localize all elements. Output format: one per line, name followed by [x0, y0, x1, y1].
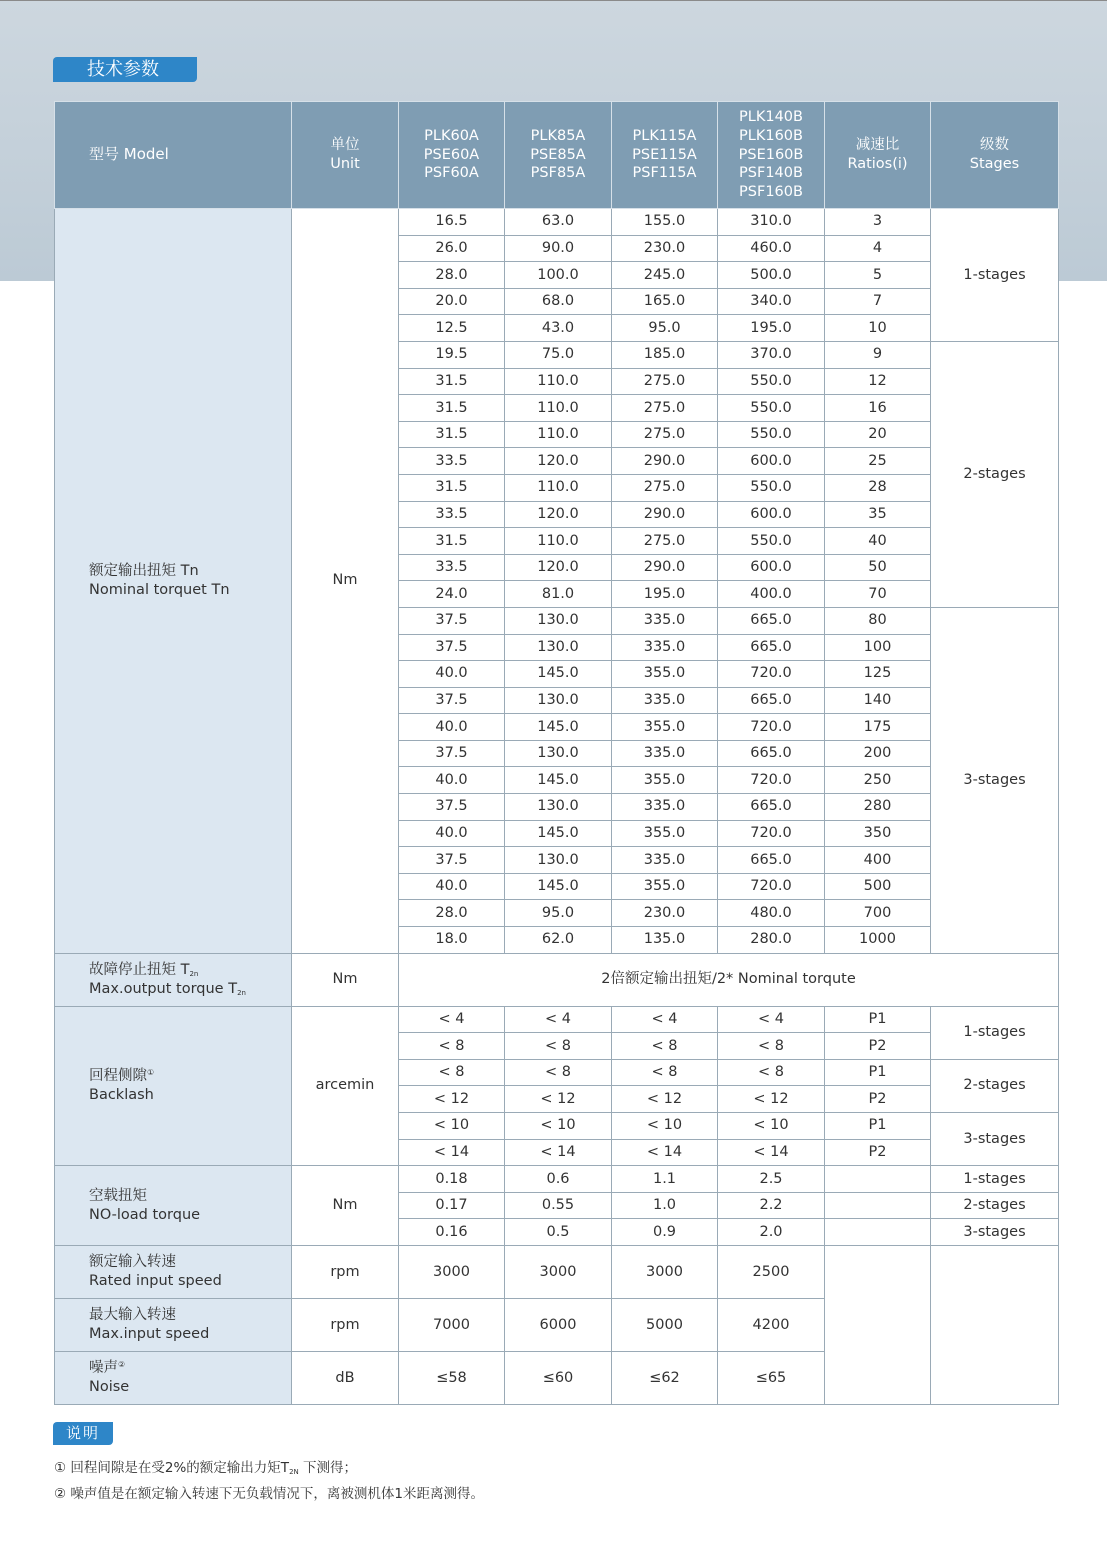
torque-cell: 335.0: [612, 634, 718, 661]
label-sub: 2n: [237, 988, 246, 997]
series-name: PSE115A: [632, 146, 697, 163]
noise-label: [55, 1351, 292, 1404]
rated-speed-cell: 3000: [612, 1245, 718, 1298]
label-cn: 回程侧隙: [89, 1068, 147, 1085]
header-unit-en: Unit: [330, 156, 360, 172]
torque-cell: 245.0: [612, 262, 718, 289]
stage-cell: 1-stages: [931, 1006, 1059, 1059]
ratio-cell: 25: [825, 448, 931, 475]
torque-cell: 110.0: [505, 474, 612, 501]
torque-cell: 33.5: [399, 501, 505, 528]
torque-cell: 33.5: [399, 448, 505, 475]
torque-cell: 155.0: [612, 209, 718, 236]
series-name: PLK60A: [424, 127, 479, 144]
noload-cell: 1.1: [612, 1166, 718, 1193]
ratio-cell: 4: [825, 235, 931, 262]
torque-cell: 355.0: [612, 820, 718, 847]
torque-cell: 40.0: [399, 767, 505, 794]
backlash-cell: < 8: [718, 1033, 825, 1060]
backlash-unit: arcemin: [292, 1006, 399, 1166]
torque-cell: 95.0: [612, 315, 718, 342]
ratio-cell: 28: [825, 474, 931, 501]
torque-cell: 230.0: [612, 235, 718, 262]
max-speed-cell: 5000: [612, 1298, 718, 1351]
ratio-cell: 10: [825, 315, 931, 342]
header-model: 型号 Model: [55, 102, 292, 209]
torque-cell: 145.0: [505, 873, 612, 900]
torque-cell: 68.0: [505, 288, 612, 315]
table-body: [55, 209, 1059, 1405]
series-name: PLK85A: [530, 127, 586, 144]
series-name: PLK160B: [739, 127, 803, 144]
backlash-cell: < 4: [505, 1006, 612, 1033]
torque-cell: 145.0: [505, 714, 612, 741]
torque-label: [55, 209, 292, 954]
ratio-cell: 100: [825, 634, 931, 661]
header-stages: [931, 102, 1059, 209]
rated-speed-unit: rpm: [292, 1245, 399, 1298]
torque-cell: 110.0: [505, 368, 612, 395]
torque-cell: 185.0: [612, 341, 718, 368]
label-cn: 故障停止扭矩 T: [89, 961, 190, 978]
torque-cell: 600.0: [718, 554, 825, 581]
label-cn: 噪声: [89, 1360, 118, 1377]
torque-cell: 130.0: [505, 794, 612, 821]
noload-cell: 2.2: [718, 1192, 825, 1219]
torque-cell: 275.0: [612, 395, 718, 422]
max-speed-cell: 6000: [505, 1298, 612, 1351]
torque-cell: 110.0: [505, 395, 612, 422]
torque-cell: 665.0: [718, 740, 825, 767]
torque-cell: 400.0: [718, 581, 825, 608]
ratio-cell: 400: [825, 847, 931, 874]
ratio-cell: 20: [825, 421, 931, 448]
stage-cell: 2-stages: [931, 1192, 1059, 1219]
table-row: [55, 1245, 1059, 1298]
backlash-cell: < 14: [718, 1139, 825, 1166]
backlash-cell: < 8: [399, 1033, 505, 1060]
torque-cell: 720.0: [718, 767, 825, 794]
label-en: Noise: [89, 1378, 130, 1395]
noise-cell: ≤60: [505, 1351, 612, 1404]
stage-cell: 1-stages: [931, 209, 1059, 342]
table-row: [55, 1006, 1059, 1033]
header-stages-en: Stages: [969, 156, 1020, 172]
series-name: PSE160B: [738, 146, 804, 163]
backlash-cell: < 10: [505, 1113, 612, 1140]
torque-cell: 290.0: [612, 448, 718, 475]
noise-cell: ≤58: [399, 1351, 505, 1404]
label-en: Max.input speed: [89, 1325, 210, 1342]
noise-cell: ≤62: [612, 1351, 718, 1404]
ratio-cell: 1000: [825, 927, 931, 954]
precision-cell: P1: [825, 1006, 931, 1033]
torque-cell: 355.0: [612, 661, 718, 688]
ratio-cell: 140: [825, 687, 931, 714]
series-name: PSF140B: [739, 165, 803, 182]
torque-cell: 26.0: [399, 235, 505, 262]
backlash-cell: < 14: [505, 1139, 612, 1166]
torque-cell: 340.0: [718, 288, 825, 315]
torque-cell: 12.5: [399, 315, 505, 342]
ratio-cell: 7: [825, 288, 931, 315]
torque-cell: 500.0: [718, 262, 825, 289]
series-name: PLK140B: [739, 108, 803, 125]
series-name: PSE85A: [530, 146, 586, 163]
torque-cell: 275.0: [612, 421, 718, 448]
torque-cell: 550.0: [718, 474, 825, 501]
backlash-cell: < 10: [718, 1113, 825, 1140]
ratio-cell: 12: [825, 368, 931, 395]
max-torque-value: 2倍额定输出扭矩/2* Nominal torqute: [399, 953, 1059, 1006]
precision-cell: P1: [825, 1059, 931, 1086]
ratio-cell: 5: [825, 262, 931, 289]
torque-cell: 130.0: [505, 740, 612, 767]
precision-cell: P2: [825, 1086, 931, 1113]
torque-cell: 665.0: [718, 794, 825, 821]
ratio-cell: 50: [825, 554, 931, 581]
max-speed-label: [55, 1298, 292, 1351]
torque-cell: 135.0: [612, 927, 718, 954]
torque-cell: 290.0: [612, 554, 718, 581]
torque-cell: 335.0: [612, 740, 718, 767]
stage-cell: 1-stages: [931, 1166, 1059, 1193]
torque-cell: 275.0: [612, 474, 718, 501]
series-name: PSF60A: [424, 165, 479, 182]
rated-speed-cell: 3000: [399, 1245, 505, 1298]
torque-cell: 275.0: [612, 368, 718, 395]
label-en: Backlash: [89, 1086, 154, 1103]
label-mark: ①: [147, 1068, 155, 1078]
torque-cell: 31.5: [399, 528, 505, 555]
torque-cell: 335.0: [612, 847, 718, 874]
series-name: PLK115A: [632, 127, 697, 144]
label-sub: 2n: [189, 969, 199, 978]
torque-cell: 81.0: [505, 581, 612, 608]
backlash-cell: < 4: [399, 1006, 505, 1033]
rated-speed-label: [55, 1245, 292, 1298]
stage-cell: 3-stages: [931, 607, 1059, 953]
backlash-cell: < 8: [399, 1059, 505, 1086]
header-series-3: [612, 102, 718, 209]
backlash-cell: < 12: [718, 1086, 825, 1113]
header-ratio: [825, 102, 931, 209]
torque-cell: 130.0: [505, 634, 612, 661]
torque-cell: 290.0: [612, 501, 718, 528]
empty-cell: [825, 1192, 931, 1219]
noload-cell: 0.5: [505, 1219, 612, 1246]
torque-cell: 24.0: [399, 581, 505, 608]
note-2: ② 噪声值是在额定输入转速下无负载情况下，离被测机体1米距离测得。: [54, 1486, 484, 1502]
backlash-cell: < 14: [399, 1139, 505, 1166]
noise-unit: dB: [292, 1351, 399, 1404]
torque-cell: 355.0: [612, 767, 718, 794]
torque-cell: 37.5: [399, 607, 505, 634]
torque-cell: 310.0: [718, 209, 825, 236]
torque-cell: 20.0: [399, 288, 505, 315]
page-title: 技术参数: [53, 57, 197, 82]
backlash-label: [55, 1006, 292, 1166]
ratio-cell: 125: [825, 661, 931, 688]
noload-cell: 2.5: [718, 1166, 825, 1193]
torque-cell: 40.0: [399, 873, 505, 900]
torque-cell: 550.0: [718, 421, 825, 448]
precision-cell: P1: [825, 1113, 931, 1140]
torque-cell: 665.0: [718, 687, 825, 714]
noload-cell: 0.6: [505, 1166, 612, 1193]
empty-cell: [825, 1166, 931, 1193]
series-name: PSE60A: [423, 146, 480, 163]
torque-cell: 165.0: [612, 288, 718, 315]
series-name: PSF85A: [530, 165, 586, 182]
torque-cell: 335.0: [612, 687, 718, 714]
torque-cell: 120.0: [505, 554, 612, 581]
note-1: [54, 1457, 484, 1483]
backlash-cell: < 8: [718, 1059, 825, 1086]
noload-cell: 0.18: [399, 1166, 505, 1193]
label-en: Rated input speed: [89, 1272, 222, 1289]
torque-cell: 90.0: [505, 235, 612, 262]
label-en: NO-load torque: [89, 1206, 201, 1223]
noload-cell: 1.0: [612, 1192, 718, 1219]
torque-cell: 335.0: [612, 607, 718, 634]
label-mark: ②: [118, 1360, 126, 1370]
ratio-cell: 500: [825, 873, 931, 900]
label-cn: 额定输出扭矩 Tn: [89, 562, 199, 579]
torque-cell: 120.0: [505, 448, 612, 475]
empty-cell: [931, 1245, 1059, 1404]
header-ratio-en: Ratios(i): [847, 156, 908, 172]
torque-cell: 62.0: [505, 927, 612, 954]
max-speed-unit: rpm: [292, 1298, 399, 1351]
ratio-cell: 175: [825, 714, 931, 741]
torque-cell: 40.0: [399, 714, 505, 741]
torque-cell: 355.0: [612, 873, 718, 900]
ratio-cell: 200: [825, 740, 931, 767]
table-row: [55, 1166, 1059, 1193]
torque-cell: 18.0: [399, 927, 505, 954]
header-series-1: [399, 102, 505, 209]
torque-cell: 195.0: [612, 581, 718, 608]
torque-cell: 43.0: [505, 315, 612, 342]
header-unit: [292, 102, 399, 209]
torque-cell: 130.0: [505, 607, 612, 634]
torque-cell: 110.0: [505, 421, 612, 448]
header-ratio-cn: 减速比: [855, 137, 900, 154]
torque-cell: 665.0: [718, 847, 825, 874]
header-series-2: [505, 102, 612, 209]
torque-cell: 75.0: [505, 341, 612, 368]
torque-cell: 720.0: [718, 820, 825, 847]
backlash-cell: < 12: [399, 1086, 505, 1113]
ratio-cell: 9: [825, 341, 931, 368]
stage-cell: 3-stages: [931, 1113, 1059, 1166]
torque-cell: 230.0: [612, 900, 718, 927]
torque-cell: 280.0: [718, 927, 825, 954]
series-name: PSF160B: [739, 184, 803, 201]
header-unit-cn: 单位: [330, 137, 360, 154]
table-row: [55, 953, 1059, 1006]
torque-cell: 31.5: [399, 368, 505, 395]
header-series-4: [718, 102, 825, 209]
noload-cell: 0.17: [399, 1192, 505, 1219]
torque-cell: 130.0: [505, 847, 612, 874]
torque-cell: 145.0: [505, 661, 612, 688]
torque-cell: 460.0: [718, 235, 825, 262]
torque-cell: 600.0: [718, 501, 825, 528]
backlash-cell: < 8: [612, 1059, 718, 1086]
torque-cell: 275.0: [612, 528, 718, 555]
stage-cell: 2-stages: [931, 341, 1059, 607]
ratio-cell: 280: [825, 794, 931, 821]
torque-cell: 370.0: [718, 341, 825, 368]
ratio-cell: 350: [825, 820, 931, 847]
backlash-cell: < 8: [505, 1033, 612, 1060]
stage-cell: 3-stages: [931, 1219, 1059, 1246]
header-stages-cn: 级数: [980, 137, 1009, 154]
torque-cell: 145.0: [505, 820, 612, 847]
backlash-cell: < 4: [612, 1006, 718, 1033]
notes-title: 说明: [53, 1422, 113, 1445]
torque-cell: 28.0: [399, 262, 505, 289]
torque-cell: 130.0: [505, 687, 612, 714]
ratio-cell: 35: [825, 501, 931, 528]
torque-cell: 95.0: [505, 900, 612, 927]
label-cn: 最大输入转速: [89, 1307, 176, 1324]
noise-cell: ≤65: [718, 1351, 825, 1404]
torque-unit: Nm: [292, 209, 399, 954]
torque-cell: 550.0: [718, 528, 825, 555]
rated-speed-cell: 3000: [505, 1245, 612, 1298]
series-name: PSF115A: [632, 165, 697, 182]
torque-cell: 110.0: [505, 528, 612, 555]
torque-cell: 355.0: [612, 714, 718, 741]
backlash-cell: < 10: [612, 1113, 718, 1140]
torque-cell: 665.0: [718, 634, 825, 661]
ratio-cell: 700: [825, 900, 931, 927]
label-en: Nominal torquet Tn: [89, 581, 230, 598]
torque-cell: 31.5: [399, 421, 505, 448]
torque-cell: 720.0: [718, 661, 825, 688]
torque-cell: 40.0: [399, 820, 505, 847]
torque-cell: 195.0: [718, 315, 825, 342]
torque-cell: 33.5: [399, 554, 505, 581]
torque-cell: 37.5: [399, 634, 505, 661]
noload-label: [55, 1166, 292, 1246]
noload-cell: 0.55: [505, 1192, 612, 1219]
torque-cell: 63.0: [505, 209, 612, 236]
backlash-cell: < 4: [718, 1006, 825, 1033]
torque-cell: 19.5: [399, 341, 505, 368]
stage-cell: 2-stages: [931, 1059, 1059, 1112]
torque-cell: 720.0: [718, 714, 825, 741]
ratio-cell: 3: [825, 209, 931, 236]
torque-cell: 37.5: [399, 847, 505, 874]
torque-cell: 37.5: [399, 794, 505, 821]
table-row: [55, 209, 1059, 236]
torque-cell: 120.0: [505, 501, 612, 528]
noload-unit: Nm: [292, 1166, 399, 1246]
empty-cell: [825, 1245, 931, 1404]
backlash-cell: < 10: [399, 1113, 505, 1140]
torque-cell: 16.5: [399, 209, 505, 236]
torque-cell: 37.5: [399, 740, 505, 767]
backlash-cell: < 8: [612, 1033, 718, 1060]
torque-cell: 31.5: [399, 474, 505, 501]
label-en: Max.output torque T: [89, 980, 238, 997]
max-torque-unit: Nm: [292, 953, 399, 1006]
torque-cell: 600.0: [718, 448, 825, 475]
torque-cell: 480.0: [718, 900, 825, 927]
label-cn: 空载扭矩: [89, 1187, 147, 1204]
torque-cell: 31.5: [399, 395, 505, 422]
noload-cell: 0.16: [399, 1219, 505, 1246]
ratio-cell: 80: [825, 607, 931, 634]
backlash-cell: < 12: [505, 1086, 612, 1113]
table-header-row: [55, 102, 1059, 209]
torque-cell: 335.0: [612, 794, 718, 821]
torque-cell: 550.0: [718, 368, 825, 395]
precision-cell: P2: [825, 1139, 931, 1166]
torque-cell: 720.0: [718, 873, 825, 900]
note-1-tail: 下测得；: [298, 1460, 358, 1476]
spec-table: [54, 101, 1059, 1405]
noload-cell: 2.0: [718, 1219, 825, 1246]
ratio-cell: 250: [825, 767, 931, 794]
precision-cell: P2: [825, 1033, 931, 1060]
label-cn: 额定输入转速: [89, 1254, 176, 1271]
ratio-cell: 40: [825, 528, 931, 555]
torque-cell: 37.5: [399, 687, 505, 714]
rated-speed-cell: 2500: [718, 1245, 825, 1298]
backlash-cell: < 8: [505, 1059, 612, 1086]
torque-cell: 550.0: [718, 395, 825, 422]
backlash-cell: < 12: [612, 1086, 718, 1113]
max-speed-cell: 7000: [399, 1298, 505, 1351]
torque-cell: 28.0: [399, 900, 505, 927]
max-speed-cell: 4200: [718, 1298, 825, 1351]
ratio-cell: 70: [825, 581, 931, 608]
torque-cell: 40.0: [399, 661, 505, 688]
noload-cell: 0.9: [612, 1219, 718, 1246]
notes: [54, 1457, 484, 1505]
max-torque-label: [55, 953, 292, 1006]
note-1-text: ① 回程间隙是在受2%的额定输出力矩T: [54, 1460, 290, 1476]
empty-cell: [825, 1219, 931, 1246]
torque-cell: 100.0: [505, 262, 612, 289]
note-1-sub: 2N: [289, 1468, 299, 1476]
torque-cell: 665.0: [718, 607, 825, 634]
ratio-cell: 16: [825, 395, 931, 422]
backlash-cell: < 14: [612, 1139, 718, 1166]
torque-cell: 145.0: [505, 767, 612, 794]
